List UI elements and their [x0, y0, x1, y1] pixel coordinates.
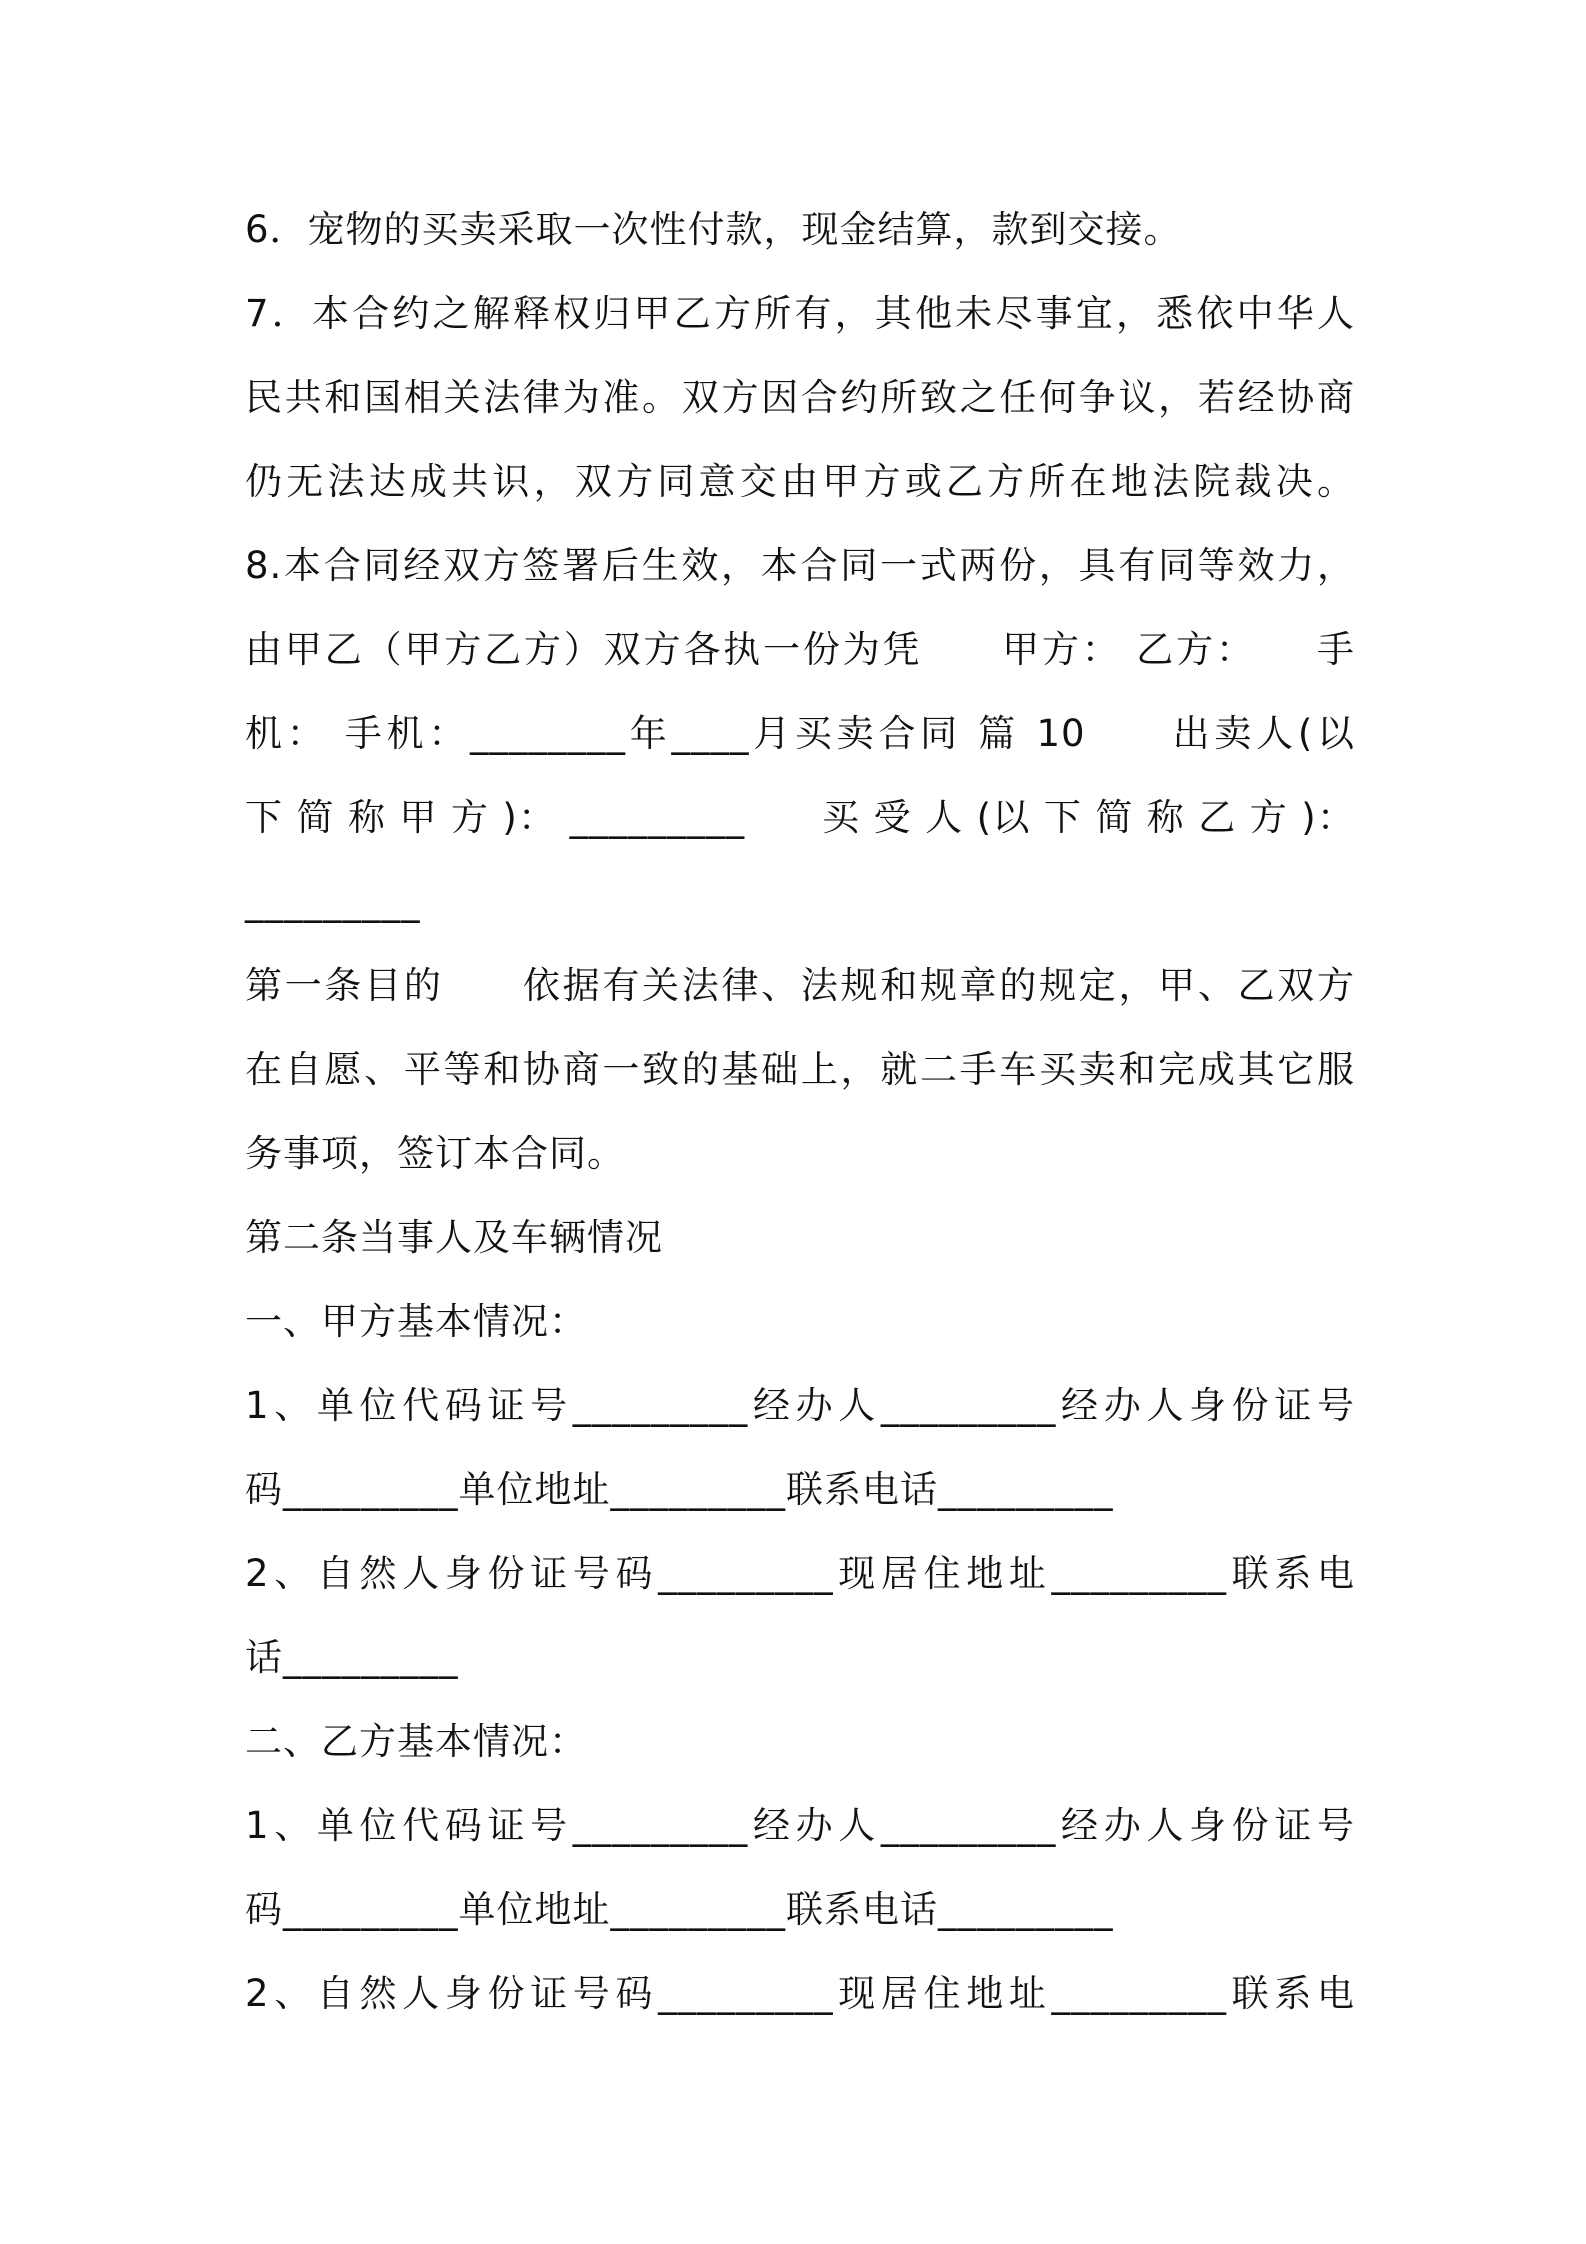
- text-line: 由甲乙（甲方乙方）双方各执一份为凭 甲方： 乙方： 手: [245, 628, 1355, 671]
- text-line: 8.本合同经双方签署后生效，本合同一式两份，具有同等效力，: [245, 544, 1355, 587]
- text-line: 下 简 称 甲 方 )： _________ 买 受 人 (以 下 简 称 乙 方 )：: [245, 796, 1355, 839]
- text-line: 二、乙方基本情况：: [245, 1720, 587, 1763]
- text-line: 1、单位代码证号_________经办人_________经办人身份证号: [245, 1384, 1355, 1427]
- text-line: 1、单位代码证号_________经办人_________经办人身份证号: [245, 1804, 1355, 1847]
- text-line: 6．宠物的买卖采取一次性付款，现金结算，款到交接。: [245, 208, 1182, 251]
- text-line: 仍无法达成共识，双方同意交由甲方或乙方所在地法院裁决。: [245, 460, 1355, 503]
- text-line: 民共和国相关法律为准。双方因合约所致之任何争议，若经协商: [245, 376, 1355, 419]
- text-line: 话_________: [245, 1636, 459, 1679]
- text-line: 码_________单位地址_________联系电话_________: [245, 1888, 1114, 1931]
- text-line: 第一条目的 依据有关法律、法规和规章的规定，甲、乙双方: [245, 964, 1355, 1007]
- text-line: 一、甲方基本情况：: [245, 1300, 587, 1343]
- text-line: 码_________单位地址_________联系电话_________: [245, 1468, 1114, 1511]
- text-line: 机： 手机：________年____月买卖合同 篇 10 出卖人(以: [245, 712, 1355, 755]
- text-line: _________: [245, 880, 421, 923]
- text-line: 在自愿、平等和协商一致的基础上，就二手车买卖和完成其它服: [245, 1048, 1355, 1091]
- text-line: 7．本合约之解释权归甲乙方所有，其他未尽事宜，悉依中华人: [245, 292, 1355, 335]
- text-line: 2、自然人身份证号码_________现居住地址_________联系电: [245, 1552, 1355, 1595]
- text-line: 第二条当事人及车辆情况: [245, 1216, 663, 1259]
- text-line: 2、自然人身份证号码_________现居住地址_________联系电: [245, 1972, 1355, 2015]
- text-line: 务事项，签订本合同。: [245, 1132, 625, 1175]
